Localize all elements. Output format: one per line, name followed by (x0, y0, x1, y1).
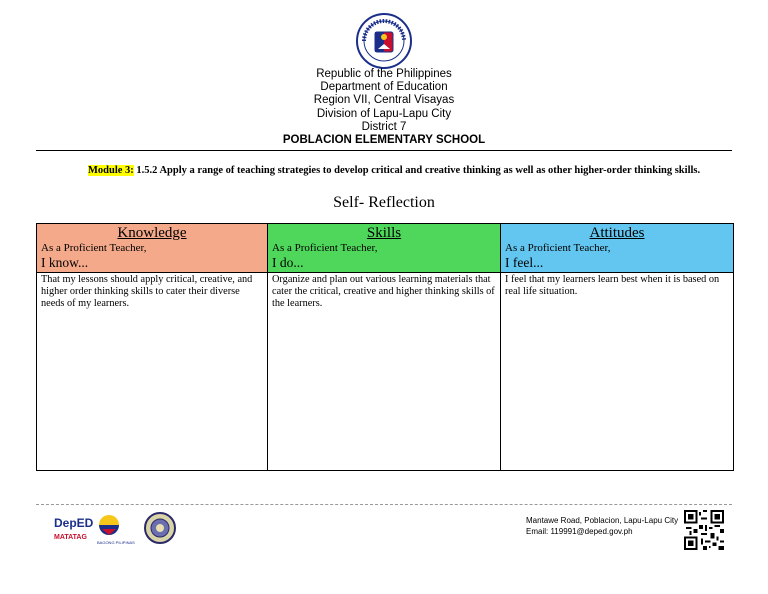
header-line: Department of Education (320, 81, 448, 94)
footer-contact (526, 515, 678, 537)
school-seal-logo (145, 513, 175, 543)
svg-text:MATATAG: MATATAG (54, 534, 87, 541)
deped-seal-logo (356, 13, 412, 69)
column-subtitle: As a Proficient Teacher, (505, 242, 611, 254)
column-subtitle: As a Proficient Teacher, (41, 242, 147, 254)
skills-header (268, 224, 501, 273)
document-header (0, 68, 768, 147)
column-heading: Knowledge (117, 225, 187, 241)
module-description (88, 164, 728, 177)
address-text: Mantawe Road, Poblacion, Lapu-Lapu City (526, 516, 679, 525)
svg-text:DepED: DepED (54, 516, 94, 530)
header-line: Division of Lapu-Lapu City (316, 107, 452, 120)
footer-divider (36, 504, 732, 505)
footer-logos (52, 511, 182, 547)
module-text: 1.5.2 Apply a range of teaching strategies to develop critical and creative thinking as well as other higher-order thinking skills. (133, 165, 701, 176)
deped-matatag-logo (54, 516, 94, 541)
header-line: District 7 (361, 120, 407, 133)
qr-code-icon (684, 510, 724, 550)
column-prompt: I know... (41, 255, 89, 270)
svg-text:BAGONG PILIPINAS: BAGONG PILIPINAS (97, 540, 135, 545)
bagong-pilipinas-logo (97, 515, 135, 545)
header-divider (36, 150, 732, 151)
column-heading: Skills (366, 225, 402, 241)
header-line: Region VII, Central Visayas (313, 94, 455, 107)
header-line: Republic of the Philippines (316, 68, 452, 80)
column-heading: Attitudes (589, 225, 645, 241)
page-title: Self- Reflection (333, 194, 435, 211)
attitudes-header (501, 224, 734, 273)
skills-response: Organize and plan out various learning materials that cater the critical, creative and higher thinking skills of the learners. (268, 273, 501, 471)
module-label: Module 3: (88, 165, 134, 176)
email-text: Email: 119991@deped.gov.ph (526, 527, 633, 536)
knowledge-header (37, 224, 268, 273)
column-prompt: I do... (272, 255, 304, 270)
column-prompt: I feel... (505, 255, 544, 270)
school-name: POBLACION ELEMENTARY SCHOOL (282, 134, 486, 147)
column-subtitle: As a Proficient Teacher, (272, 242, 378, 254)
reflection-table (36, 223, 734, 471)
attitudes-response: I feel that my learners learn best when it is based on real life situation. (501, 273, 734, 471)
knowledge-response: That my lessons should apply critical, creative, and higher order thinking skills to cater their diverse needs of my learners. (37, 273, 268, 471)
